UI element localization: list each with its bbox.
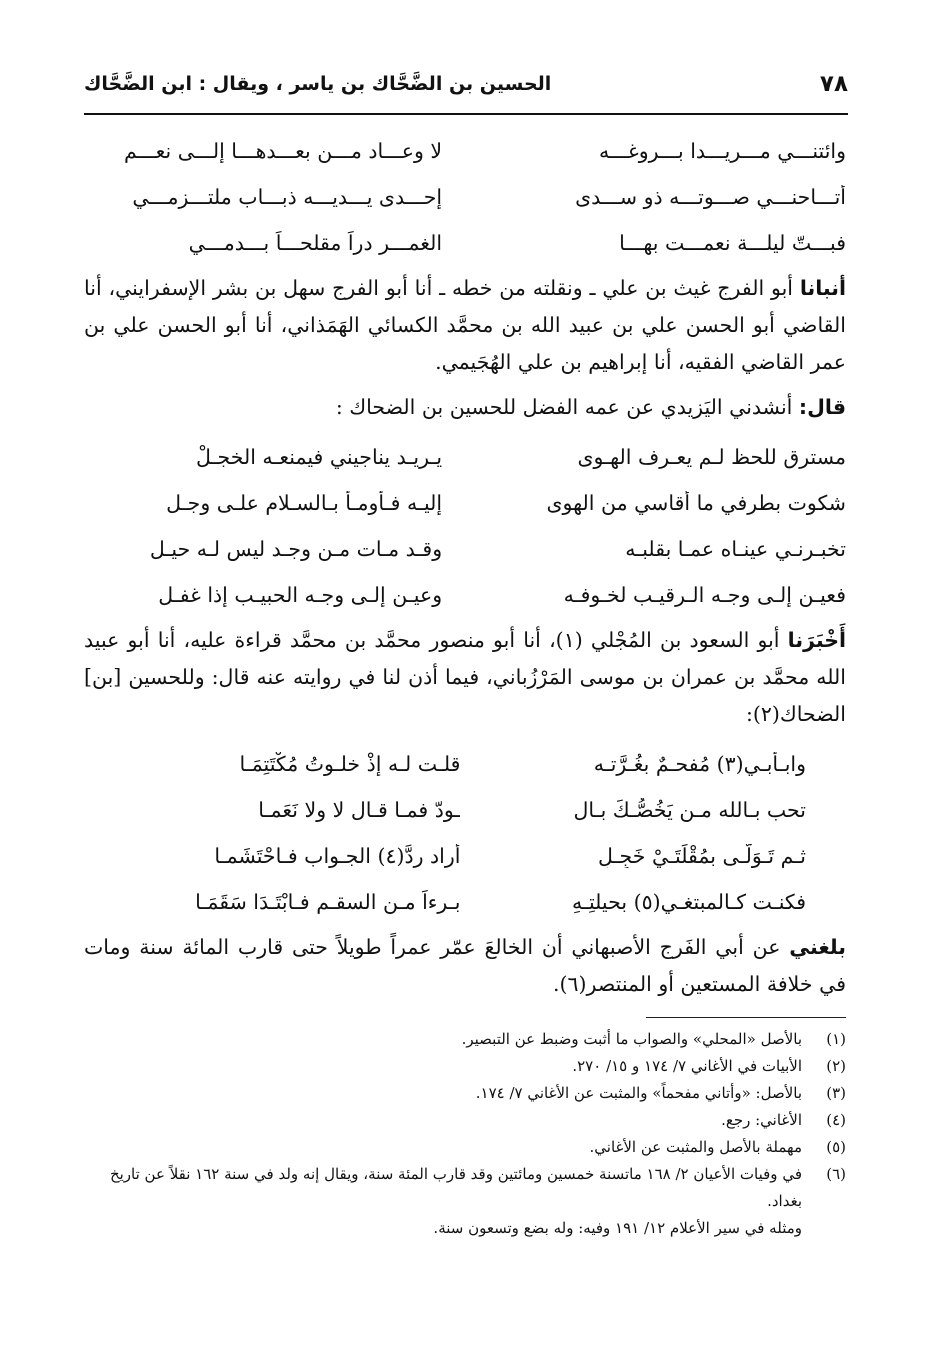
footnote-text: الأغاني: رجع. <box>721 1111 802 1129</box>
verse-line <box>84 833 846 879</box>
second-hemistich: أراد ردَّ(٤) الجـواب فـاحْتَشَمـا <box>214 844 461 868</box>
footnote-continuation: ومثله في سير الأعلام ١٢/ ١٩١ وفيه: وله بضع وتسعون سنة. <box>433 1219 802 1237</box>
paragraph-isnad-2 <box>84 622 846 733</box>
paragraph-text: أبو السعود بن المُجْلي (١)، أنا أبو منصور محمَّد بن محمَّد قراءة عليه، أنا أبو عبيد الله محمَّد بن عمران بن موسى المَرْزُباني، فيما أذن لنا في روايته عنه قال: وللحسين [بن] الضحاك(٢): <box>84 628 846 726</box>
paragraph-lead-word: أَخْبَرَنا <box>787 628 846 652</box>
paragraph-text: أنشدني اليَزيدي عن عمه الفضل للحسين بن الضحاك : <box>335 395 799 419</box>
page-header <box>84 64 848 104</box>
paragraph-lead-word: أنبانا <box>799 276 846 300</box>
paragraph-text: أبو الفرج غيث بن علي ـ ونقلته من خطه ـ أنا أبو الفرج سهل بن بشر الإسفرايني، أنا القاضي أبو الحسن علي بن عبيد الله بن محمَّد الكسائي الهَمَذاني، أنا أبو الحسن علي بن عمر القاضي الفقيه، أنا إبراهيم بن علي الهُجَيمي. <box>84 276 846 374</box>
main-text <box>84 128 846 1011</box>
first-hemistich: فبـــتّ ليلـــة نعمـــت بهـــا <box>619 231 846 255</box>
footnote-text: مهملة بالأصل والمثبت عن الأغاني. <box>589 1138 802 1156</box>
first-hemistich: وابـأبـي(٣) مُفحـمٌ بغُـرَّتـه <box>593 752 806 776</box>
second-hemistich: الغمـــر دراً مقلحـــاً بـــدمـــي <box>188 231 443 255</box>
verse-line <box>84 480 846 526</box>
second-hemistich: يـريـد يناجيني فيمنعـه الخجـلْ <box>195 445 443 469</box>
first-hemistich: وائتنـــي مـــريـــدا بـــروغـــه <box>599 139 846 163</box>
running-title: الحسين بن الضَّحَّاك بن ياسر ، ويقال : ابن الضَّحَّاك <box>84 73 552 95</box>
first-hemistich: تحب بـالله مـن يَخُصُّـكَ بـال <box>573 798 806 822</box>
verse-line <box>84 526 846 572</box>
paragraph-lead-word: بلغني <box>789 935 846 959</box>
footnote-number: (٦) <box>826 1165 846 1183</box>
verse-line <box>84 787 846 833</box>
footnote-text: بالأصل «المحلي» والصواب ما أثبت وضبط عن التبصير. <box>461 1030 802 1048</box>
verse-line <box>84 879 846 925</box>
footnote-number: (٥) <box>826 1138 846 1156</box>
second-hemistich: بـرءاً مـن السقـم فـابْتَـدَا سَقَمَـا <box>195 890 461 914</box>
poem-1 <box>84 128 846 266</box>
paragraph-text: عن أبي الفَرج الأصبهاني أن الخالعَ عمّر عمراً طويلاً حتى قارب المائة سنة ومات في خلافة المستعين أو المنتصر(٦). <box>84 935 846 996</box>
first-hemistich: تخبـرنـي عينـاه عمـا بقلبـه <box>625 537 846 561</box>
first-hemistich: أتـــاحنـــي صـــوتـــه ذو ســـدى <box>575 185 846 209</box>
verse-line <box>84 572 846 618</box>
verse-line <box>84 220 846 266</box>
second-hemistich: إحـــدى يـــديـــه ذبـــاب ملتـــزمـــي <box>132 185 443 209</box>
footnote <box>84 1134 846 1161</box>
second-hemistich: قلـت لـه إذْ خلـوتُ مُكْتَتِمَـا <box>239 752 461 776</box>
verse-line <box>84 128 846 174</box>
first-hemistich: شكوت بطرفي ما أقاسي من الهوى <box>546 491 846 515</box>
poem-2 <box>84 434 846 618</box>
second-hemistich: وقـد مـات مـن وجـد ليس لـه حيـل <box>149 537 443 561</box>
first-hemistich: فكنـت كـالمبتغـي(٥) بحيلتِـهِ <box>571 890 806 914</box>
paragraph-balaghani <box>84 929 846 1003</box>
page-number: ٧٨ <box>819 71 848 97</box>
footnotes <box>84 1026 846 1242</box>
footnote <box>84 1107 846 1134</box>
second-hemistich: إليـه فـأومـأ بـالسـلام علـى وجـل <box>166 491 443 515</box>
footnote-text: في وفيات الأعيان ٢/ ١٦٨ ماتسنة خمسين ومائتين وقد قارب المئة سنة، ويقال إنه ولد في سنة ١٦٢ نقلاً عن تاريخ بغداد. <box>109 1165 802 1210</box>
first-hemistich: ثـم تَـوَلّـى بمُقْلَتَـيْ خَجِـلٍ <box>598 844 806 868</box>
verse-line <box>84 174 846 220</box>
poem-3 <box>84 741 846 925</box>
first-hemistich: مسترق للحظ لـم يعـرف الهـوى <box>577 445 846 469</box>
footnote-number: (٢) <box>826 1057 846 1075</box>
verse-line <box>84 741 846 787</box>
footnote-divider <box>646 1017 846 1018</box>
first-hemistich: فعيـن إلـى وجـه الـرقيـب لخـوفـه <box>563 583 846 607</box>
footnote-text: بالأصل: «وأتاني مفحماً» والمثبت عن الأغاني ٧/ ١٧٤. <box>475 1084 802 1102</box>
second-hemistich: لا وعـــاد مـــن بعـــدهـــا إلـــى نعـــم <box>123 139 443 163</box>
paragraph-lead-word: قال: <box>798 395 846 419</box>
footnote-number: (٤) <box>826 1111 846 1129</box>
footnote-number: (١) <box>826 1030 846 1048</box>
footnote <box>84 1161 846 1215</box>
footnote-number: (٣) <box>826 1084 846 1102</box>
second-hemistich: ـودّ فمـا قـال لا ولا نَعَمـا <box>258 798 461 822</box>
verse-line <box>84 434 846 480</box>
header-divider <box>84 113 848 115</box>
footnote <box>84 1026 846 1053</box>
footnote-text: الأبيات في الأغاني ٧/ ١٧٤ و ١٥/ ٢٧٠. <box>572 1057 802 1075</box>
second-hemistich: وعيـن إلـى وجـه الحبيـب إذا غفـل <box>158 583 443 607</box>
footnote <box>84 1053 846 1080</box>
paragraph-qala <box>84 389 846 426</box>
paragraph-isnad-1 <box>84 270 846 381</box>
footnote <box>84 1080 846 1107</box>
